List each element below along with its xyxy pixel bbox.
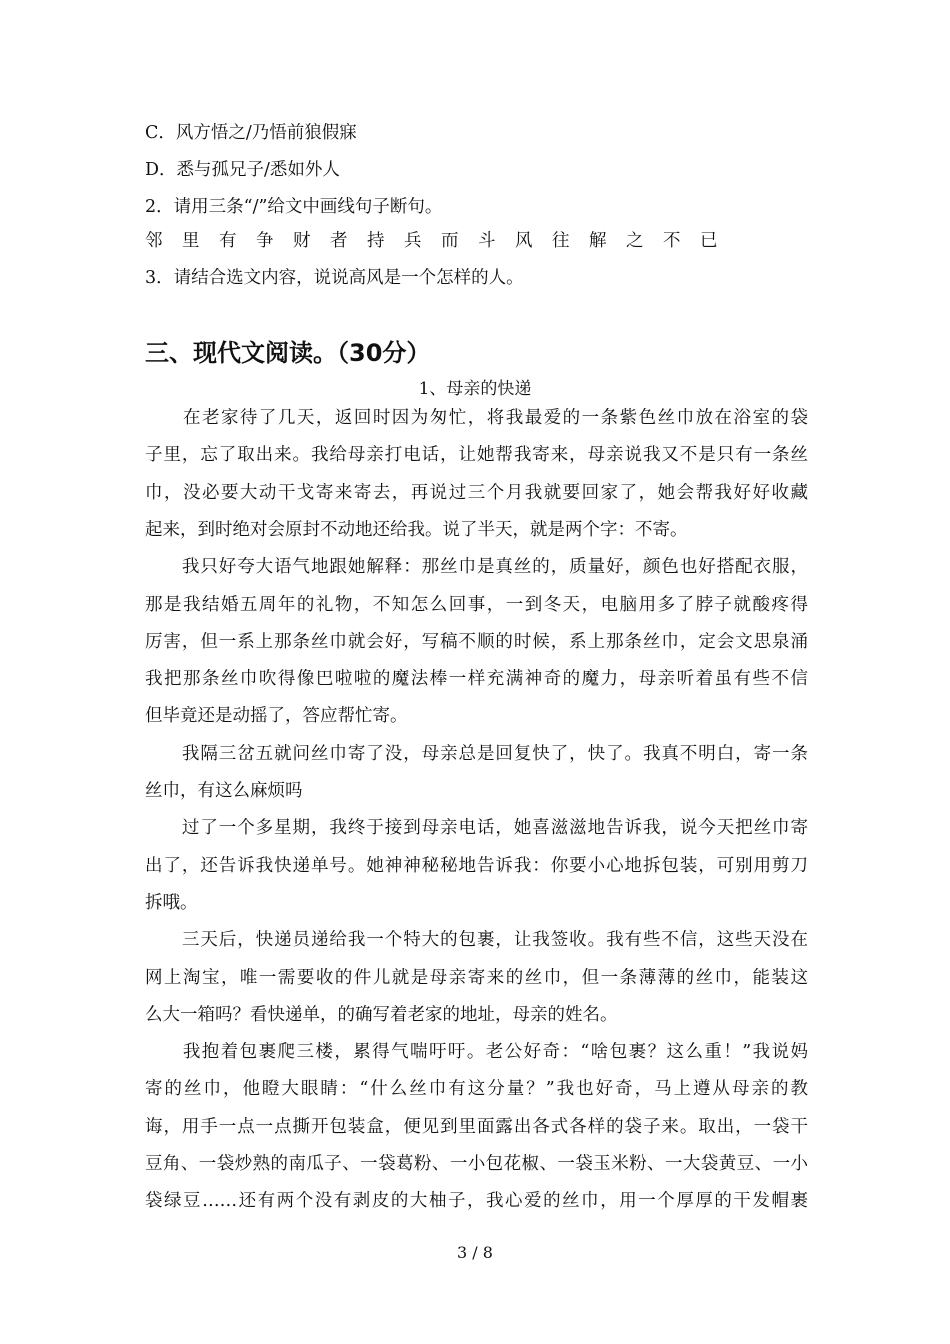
article-line: 厉害，但一系上那条丝巾就会好，写稿不顺的时候，系上那条丝巾，定会文思泉涌 xyxy=(145,631,808,652)
sentence-to-punctuate: 邻里有争财者持兵而斗风往解之不已 xyxy=(145,231,737,251)
article-line: 诲，用手一点一点撕开包装盒，便见到里面露出各式各样的袋子来。取出，一袋干 xyxy=(145,1116,808,1137)
article-line: 我把那条丝巾吹得像巴啦啦的魔法棒一样充满神奇的魔力，母亲听着虽有些不信 xyxy=(145,669,808,690)
article-line: 出了，还告诉我快递单号。她神神秘秘地告诉我：你要小心地拆包装，可别用剪刀 xyxy=(145,855,808,876)
article-line: 子里，忘了取出来。我给母亲打电话，让她帮我寄来，母亲说我又不是只有一条丝 xyxy=(145,445,808,466)
article-line: 那是我结婚五周年的礼物，不知怎么回事，一到冬天，电脑用多了脖子就酸疼得 xyxy=(145,594,808,615)
article-line: 过了一个多星期，我终于接到母亲电话，她喜滋滋地告诉我，说今天把丝巾寄 xyxy=(145,818,808,839)
article-line: 巾，没必要大动干戈寄来寄去，再说过三个月我就要回家了，她会帮我好好收藏 xyxy=(145,482,808,503)
article-line: 网上淘宝，唯一需要收的件儿就是母亲寄来的丝巾，但一条薄薄的丝巾，能装这 xyxy=(145,967,808,988)
article-line: 在老家待了几天，返回时因为匆忙，将我最爱的一条紫色丝巾放在浴室的袋 xyxy=(145,408,808,428)
question-line: 2．请用三条“/”给文中画线句子断句。 xyxy=(145,197,443,217)
section-heading: 三、现代文阅读。（30分） xyxy=(145,339,431,367)
question-line: D．悉与孤兄子/悉如外人 xyxy=(145,160,340,180)
article-line: 袋绿豆……还有两个没有剥皮的大柚子，我心爱的丝巾，用一个厚厚的干发帽裹 xyxy=(145,1191,808,1212)
article-line: 三天后，快递员递给我一个特大的包裹，让我签收。我有些不信，这些天没在 xyxy=(145,930,808,951)
article-line: 拆哦。 xyxy=(145,892,198,913)
article-line: 豆角、一袋炒熟的南瓜子、一袋葛粉、一小包花椒、一袋玉米粉、一大袋黄豆、一小 xyxy=(145,1154,808,1174)
article-line: 起来，到时绝对会原封不动地还给我。说了半天，就是两个字：不寄。 xyxy=(145,519,688,540)
article-title: 1、母亲的快递 xyxy=(418,379,532,399)
page-number: 3 / 8 xyxy=(457,1243,493,1262)
article-line: 我只好夸大语气地跟她解释：那丝巾是真丝的，质量好，颜色也好搭配衣服， xyxy=(145,557,808,578)
article-line: 我隔三岔五就问丝巾寄了没，母亲总是回复快了，快了。我真不明白，寄一条 xyxy=(145,743,808,764)
article-line: 丝巾，有这么麻烦吗 xyxy=(145,781,303,801)
article-line: 但毕竟还是动摇了，答应帮忙寄。 xyxy=(145,706,408,727)
article-line: 么大一箱吗？看快递单，的确写着老家的地址，母亲的姓名。 xyxy=(145,1004,618,1025)
question-line: 3．请结合选文内容，说说高风是一个怎样的人。 xyxy=(145,268,524,288)
article-line: 寄的丝巾，他瞪大眼睛：“什么丝巾有这分量？”我也好奇，马上遵从母亲的教 xyxy=(145,1079,808,1100)
article-line: 我抱着包裹爬三楼，累得气喘吁吁。老公好奇：“啥包裹？这么重！”我说妈 xyxy=(145,1042,808,1063)
question-line: C．风方悟之/乃悟前狼假寐 xyxy=(145,123,357,143)
